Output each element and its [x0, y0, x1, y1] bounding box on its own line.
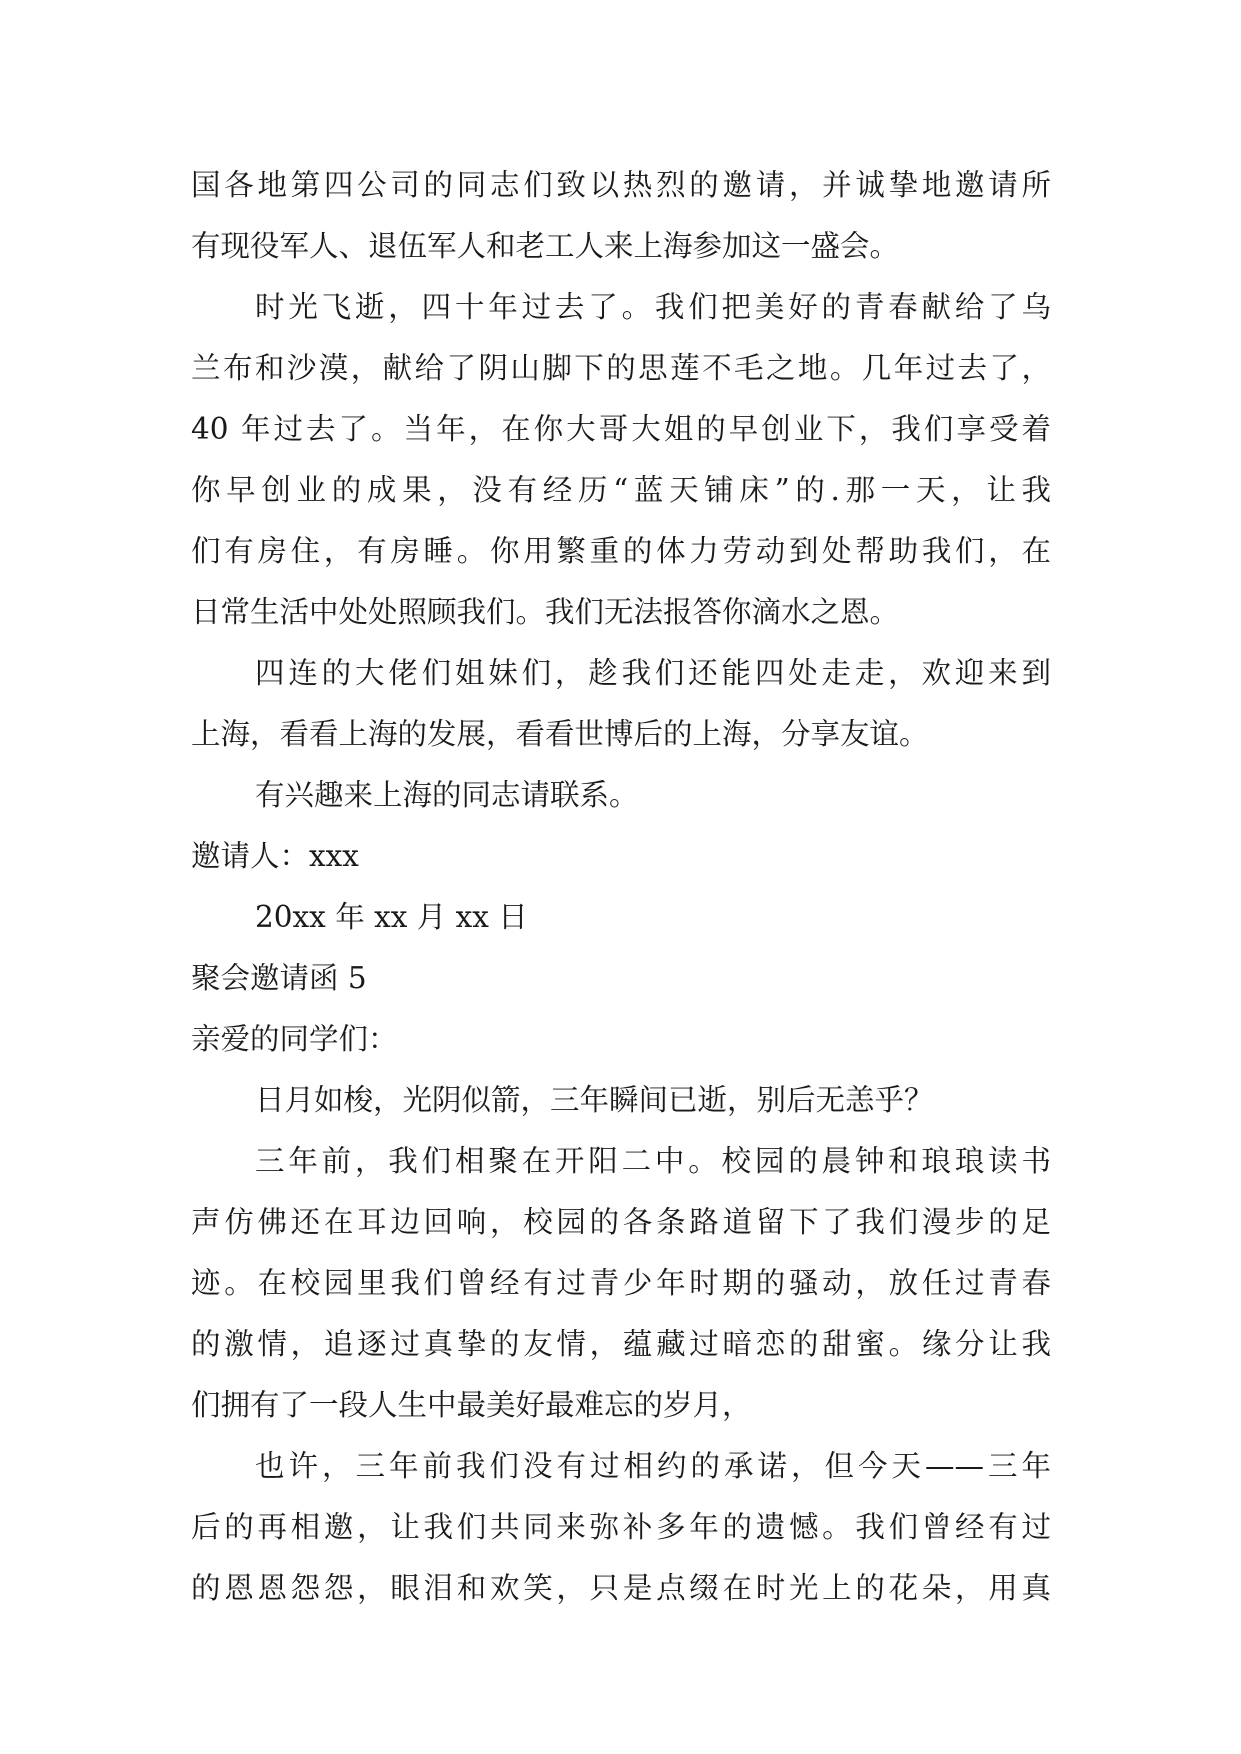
paragraph-first-line: 四连的大佬们姐妹们，趁我们还能四处走走，欢迎来到: [255, 656, 1051, 690]
text-line: 日常生活中处处照顾我们。我们无法报答你滴水之恩。: [191, 595, 900, 629]
paragraph-first-line: 有兴趣来上海的同志请联系。: [255, 778, 639, 812]
text-line: 兰布和沙漠，献给了阴山脚下的思莲不毛之地。几年过去了，: [191, 351, 1051, 385]
document-body: [191, 155, 1051, 1619]
inviter-line: 邀请人：xxx: [191, 839, 359, 873]
text-line: 有现役军人、退伍军人和老工人来上海参加这一盛会。: [191, 229, 900, 263]
text-line: 上海，看看上海的发展，看看世博后的上海，分享友谊。: [191, 717, 929, 751]
text-line: 你早创业的成果，没有经历“蓝天铺床”的.那一天，让我: [191, 473, 1051, 507]
text-line: 们有房住，有房睡。你用繁重的体力劳动到处帮助我们，在: [191, 534, 1051, 568]
paragraph-first-line: 也许，三年前我们没有过相约的承诺，但今天——三年: [255, 1449, 1051, 1483]
text-line: 国各地第四公司的同志们致以热烈的邀请，并诚挚地邀请所: [191, 168, 1051, 202]
date-line: 20xx 年 xx 月 xx 日: [255, 900, 528, 934]
paragraph-first-line: 时光飞逝，四十年过去了。我们把美好的青春献给了乌: [255, 290, 1051, 324]
text-line: 声仿佛还在耳边回响，校园的各条路道留下了我们漫步的足: [191, 1205, 1051, 1239]
text-line: 们拥有了一段人生中最美好最难忘的岁月，: [191, 1388, 752, 1422]
text-line: 40 年过去了。当年，在你大哥大姐的早创业下，我们享受着: [191, 412, 1051, 446]
text-line: 后的再相邀，让我们共同来弥补多年的遗憾。我们曾经有过: [191, 1510, 1051, 1544]
section-title: 聚会邀请函 5: [191, 961, 367, 995]
salutation: 亲爱的同学们：: [191, 1022, 398, 1056]
paragraph-first-line: 三年前，我们相聚在开阳二中。校园的晨钟和琅琅读书: [255, 1144, 1051, 1178]
paragraph-first-line: 日月如梭，光阴似箭，三年瞬间已逝，别后无恙乎？: [255, 1083, 934, 1117]
text-line: 的恩恩怨怨，眼泪和欢笑，只是点缀在时光上的花朵，用真: [191, 1571, 1051, 1605]
text-line: 的激情，追逐过真挚的友情，蕴藏过暗恋的甜蜜。缘分让我: [191, 1327, 1051, 1361]
text-line: 迹。在校园里我们曾经有过青少年时期的骚动，放任过青春: [191, 1266, 1051, 1300]
